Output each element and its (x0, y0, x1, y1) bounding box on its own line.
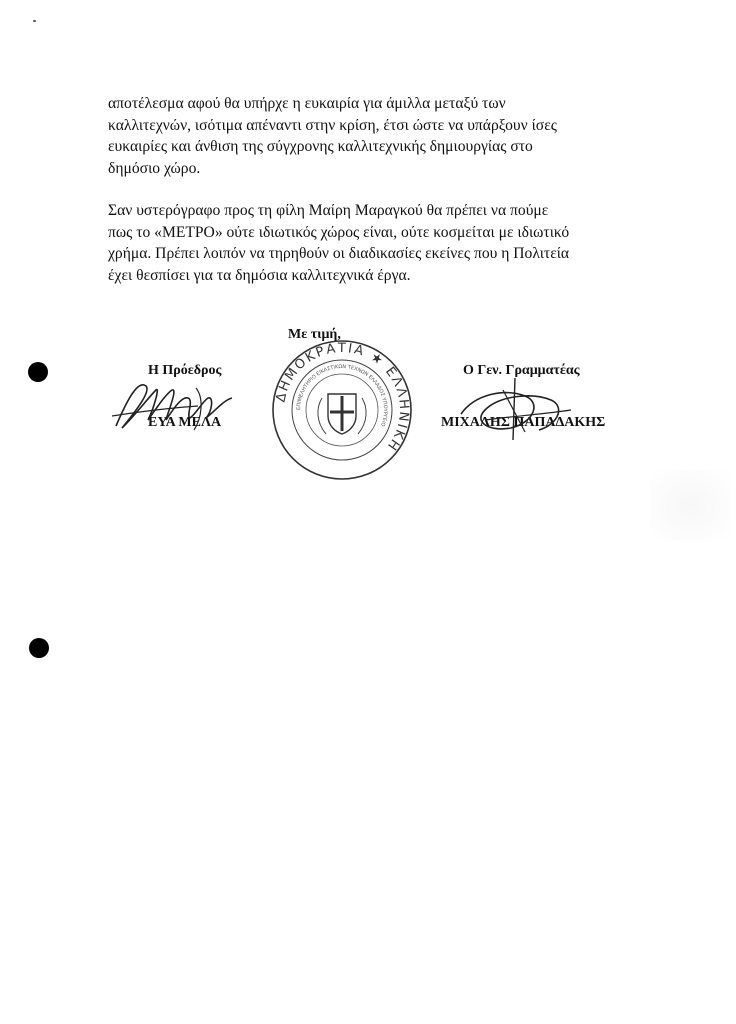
paragraph-1: αποτέλεσμα αφού θα υπήρχε η ευκαιρία για άμιλλα μεταξύ των καλλιτεχνών, ισότιμα απέναντι στην κρίση, έτσι ώστε να υπάρξουν ίσες ευκαιρίες και άνθιση της σύγχρονης καλλιτεχνικής δημιουργίας στο δημόσιο χώρο. (108, 95, 557, 177)
punch-hole-bottom (29, 638, 49, 658)
official-seal (270, 338, 414, 482)
paragraph-2: Σαν υστερόγραφο προς τη φίλη Μαίρη Μαραγκού θα πρέπει να πούμε πως το «ΜΕΤΡΟ» ούτε ιδιωτικός χώρος είναι, ούτε κοσμείται με ιδιωτικό χρήμα. Πρέπει λοιπόν να τηρηθούν οι διαδικασίες εκείνες που η Πολιτεία έχει θεσπίσει για τα δημόσια καλλιτεχνικά έργα. (108, 202, 570, 284)
seal-inner-text: ΕΠΙΜΕΛΗΤΗΡΙΟ ΕΙΚΑΣΤΙΚΩΝ ΤΕΧΝΩΝ ΕΛΛΑΔΟΣ ΥΠΟΥΡΓΕΙΟ (295, 363, 389, 428)
seal-outer-text: ΔΗΜΟΚΡΑΤΙΑ ★ ΕΛΛΗΝΙΚΗ (273, 340, 412, 455)
scan-shadow (650, 470, 730, 540)
letter-body (108, 93, 628, 307)
scan-speck (33, 20, 36, 22)
president-name: ΕΥΑ ΜΕΛΑ (148, 415, 222, 430)
punch-hole-top (28, 362, 48, 382)
coat-of-arms-icon (318, 394, 366, 434)
secretary-signature (455, 370, 575, 442)
closing-salutation: Με τιμή, (288, 327, 341, 342)
president-signature (108, 368, 238, 438)
president-title: Η Πρόεδρος (148, 363, 222, 378)
secretary-name: ΜΙΧΑΛΗΣ ΠΑΠΑΔΑΚΗΣ (441, 415, 606, 430)
secretary-title: Ο Γεν. Γραμματέας (463, 363, 580, 378)
